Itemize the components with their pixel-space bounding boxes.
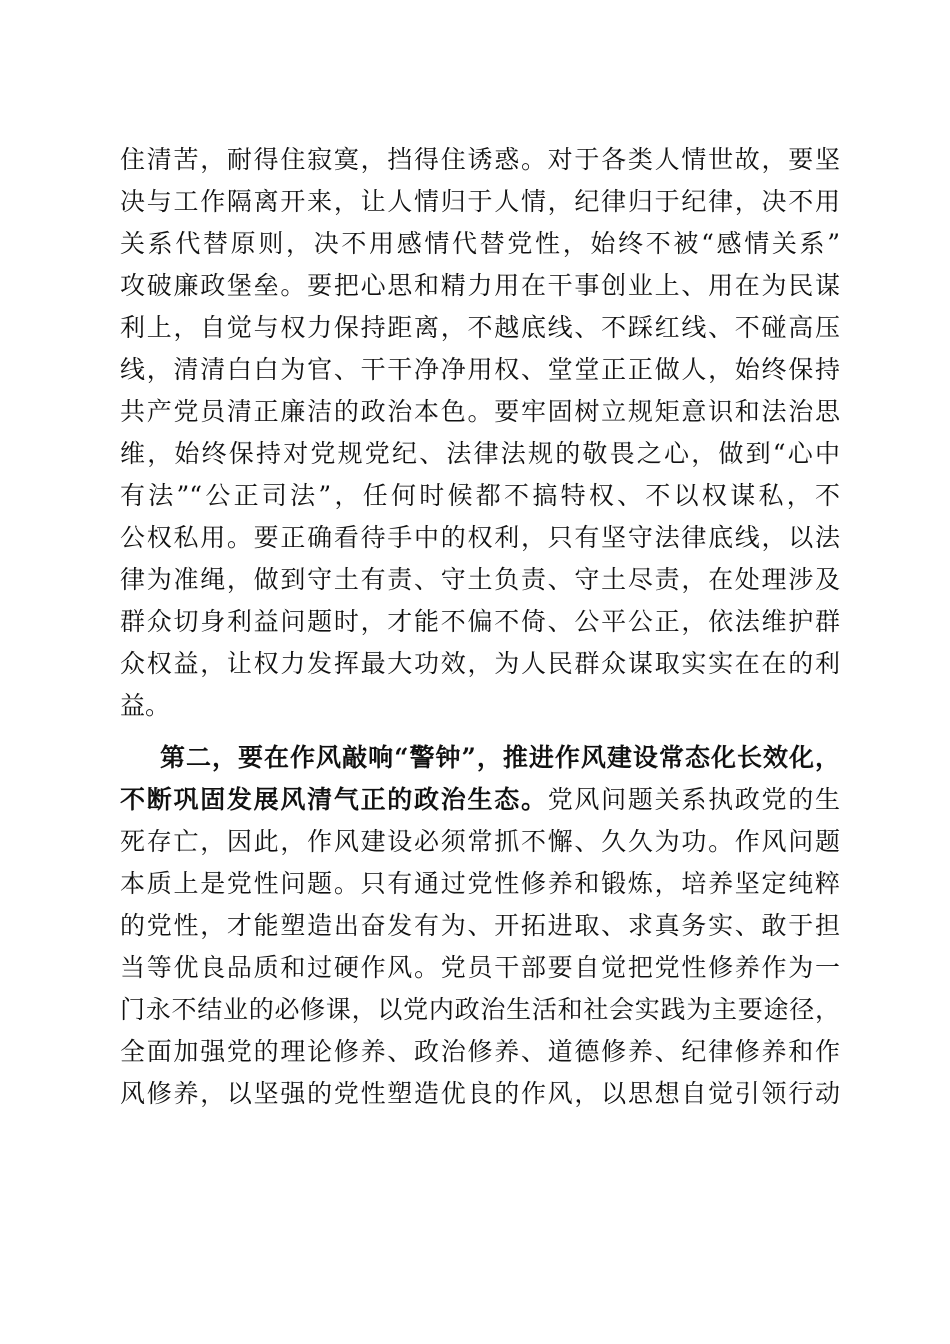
text-line: 益。: [120, 691, 171, 720]
text-line: 有法”“公正司法”，任何时候都不搞特权、不以权谋私，不: [120, 481, 840, 510]
text-line: 维，始终保持对党规党纪、法律法规的敬畏之心，做到“心中: [120, 439, 840, 468]
text-line: 群众切身利益问题时，才能不偏不倚、公平公正，依法维护群: [120, 607, 840, 636]
text-line-mixed: [120, 780, 840, 820]
text-line: 死存亡，因此，作风建设必须常抓不懈、久久为功。作风问题: [120, 827, 840, 856]
text-line: 线，清清白白为官、干干净净用权、堂堂正正做人，始终保持: [120, 355, 840, 384]
text-line: 本质上是党性问题。只有通过党性修养和锻炼，培养坚定纯粹: [120, 869, 840, 898]
text-line: 门永不结业的必修课，以党内政治生活和社会实践为主要途径，: [120, 995, 840, 1024]
section-heading-line: 第二，要在作风敲响“警钟”，推进作风建设常态化长效化，: [160, 743, 840, 772]
text-line: 攻破廉政堡垒。要把心思和精力用在干事创业上、用在为民谋: [120, 271, 840, 300]
text-line: 共产党员清正廉洁的政治本色。要牢固树立规矩意识和法治思: [120, 397, 840, 426]
text-line: 当等优良品质和过硬作风。党员干部要自觉把党性修养作为一: [120, 953, 840, 982]
text-line: 公权私用。要正确看待手中的权利，只有坚守法律底线，以法: [120, 523, 840, 552]
text-line: 关系代替原则，决不用感情代替党性，始终不被“感情关系”: [120, 229, 840, 258]
text-line: 决与工作隔离开来，让人情归于人情，纪律归于纪律，决不用: [120, 187, 840, 216]
text-line: 律为准绳，做到守土有责、守土负责、守土尽责，在处理涉及: [120, 565, 840, 594]
text-line: 住清苦，耐得住寂寞，挡得住诱惑。对于各类人情世故，要坚: [120, 145, 840, 174]
text-line: 众权益，让权力发挥最大功效，为人民群众谋取实实在在的利: [120, 649, 840, 678]
text-line: 的党性，才能塑造出奋发有为、开拓进取、求真务实、敢于担: [120, 911, 840, 940]
text-line: 利上，自觉与权力保持距离，不越底线、不踩红线、不碰高压: [120, 313, 840, 342]
paragraph-text: 党风问题关系执政党的生: [547, 785, 840, 814]
text-line: 风修养，以坚强的党性塑造优良的作风，以思想自觉引领行动: [120, 1079, 840, 1108]
section-heading-continuation: 不断巩固发展风清气正的政治生态。: [120, 785, 548, 814]
text-line: 全面加强党的理论修养、政治修养、道德修养、纪律修养和作: [120, 1037, 840, 1066]
